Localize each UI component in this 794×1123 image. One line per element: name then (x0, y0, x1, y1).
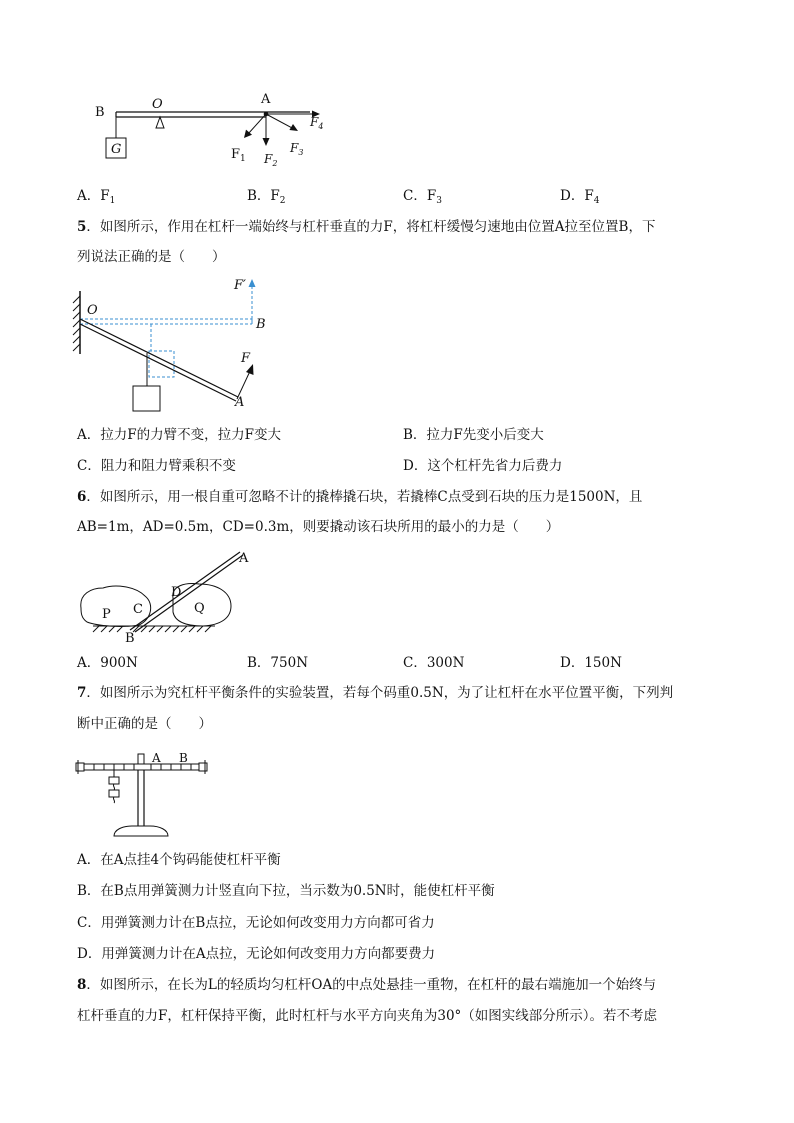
q7-figure (74, 744, 214, 840)
q7-label-b: B (179, 751, 188, 765)
q4-label-o: O (152, 97, 163, 112)
q4-label-b: B (95, 105, 105, 120)
q6-figure (75, 546, 255, 646)
q6-stem-line1: 6．如图所示，用一根自重可忽略不计的撬棒撬石块，若撬棒C点受到石块的压力是1500N，且 (77, 489, 643, 505)
q4-figure (88, 86, 338, 166)
q5-label-fprime: F′ (234, 278, 246, 293)
q7-option-d: D．用弹簧测力计在A点拉，无论如何改变用力方向都要费力 (77, 946, 436, 962)
q6-stem-line2: AB=1m，AD=0.5m，CD=0.3m，则要撬动该石块所用的最小的力是（ ） (77, 519, 560, 535)
q4-fulcrum-icon (156, 117, 164, 128)
q5-arrow-fprime-icon (249, 279, 256, 287)
q4-label-f4: $F_4$ (310, 115, 324, 131)
q5-label-f: F (241, 351, 251, 366)
q5-label-b: B (256, 317, 266, 332)
q4-label-f1: $F_1$ (231, 147, 246, 164)
q8-stem-line2: 杠杆垂直的力F，杠杆保持平衡，此时杠杆与水平方向夹角为30°（如图实线部分所示）。若不考虑 (77, 1008, 658, 1024)
q6-label-q: Q (194, 601, 205, 616)
q5-stem-line1: 5．如图所示，作用在杠杆一端始终与杠杆垂直的力F，将杠杆缓慢匀速地由位置A拉至位置B，下 (77, 219, 656, 235)
q5-lever (80, 324, 236, 401)
q5-option-c: C．阻力和阻力臂乘积不变 (77, 458, 236, 474)
q7-weight (109, 777, 119, 784)
q6-label-b: B (125, 631, 135, 646)
q5-stem-line2: 列说法正确的是（ ） (77, 249, 226, 265)
q8-stem-line1: 8．如图所示，在长为L的轻质均匀杠杆OA的中点处悬挂一重物，在杠杆的最右端施加一个始终与 (77, 977, 657, 993)
q6-label-d: D (171, 585, 182, 600)
q4-option-c: C．$F_3$ (403, 188, 442, 206)
q7-label-a: A (152, 751, 161, 765)
q4-arrow-f2-icon (263, 138, 270, 146)
q5-option-b: B．拉力F先变小后变大 (403, 427, 544, 443)
q7-weight (109, 790, 119, 797)
q4-label-g: G (111, 142, 122, 157)
q5-figure (70, 276, 280, 416)
q6-label-c: C (133, 602, 143, 617)
q7-stand-base (114, 826, 168, 836)
q7-stem-line2: 断中正确的是（ ） (77, 716, 212, 732)
q4-option-d: D．$F_4$ (560, 188, 600, 206)
q4-label-a: A (261, 92, 271, 107)
q6-option-b: B．750N (247, 655, 309, 671)
q5-option-a: A．拉力F的力臂不变，拉力F变大 (77, 427, 281, 443)
q4-option-b: B．$F_2$ (247, 188, 286, 206)
q7-stem-line1: 7．如图所示为究杠杆平衡条件的实验装置，若每个码重0.5N，为了让杠杆在水平位置平衡，下列判 (77, 685, 674, 701)
q5-lever (80, 319, 238, 397)
q6-label-p: P (102, 607, 111, 622)
q5-label-o: O (87, 303, 98, 318)
q6-option-c: C．300N (403, 655, 465, 671)
q4-option-a: A．$F_1$ (77, 188, 116, 206)
q5-option-d: D．这个杠杆先省力后费力 (403, 458, 563, 474)
q5-weight-box (133, 386, 160, 411)
q6-label-a: A (239, 551, 249, 566)
q4-label-f3: $F_3$ (290, 141, 304, 157)
q6-option-d: D．150N (560, 655, 622, 671)
q6-option-a: A．900N (77, 655, 138, 671)
q7-option-a: A．在A点挂4个钩码能使杠杆平衡 (77, 852, 281, 868)
q7-option-c: C．用弹簧测力计在B点拉，无论如何改变用力方向都可省力 (77, 915, 435, 931)
q5-label-a: A (235, 395, 245, 410)
q7-option-b: B．在B点用弹簧测力计竖直向下拉，当示数为0.5N时，能使杠杆平衡 (77, 883, 495, 899)
q4-label-f2: $F_2$ (264, 152, 278, 168)
